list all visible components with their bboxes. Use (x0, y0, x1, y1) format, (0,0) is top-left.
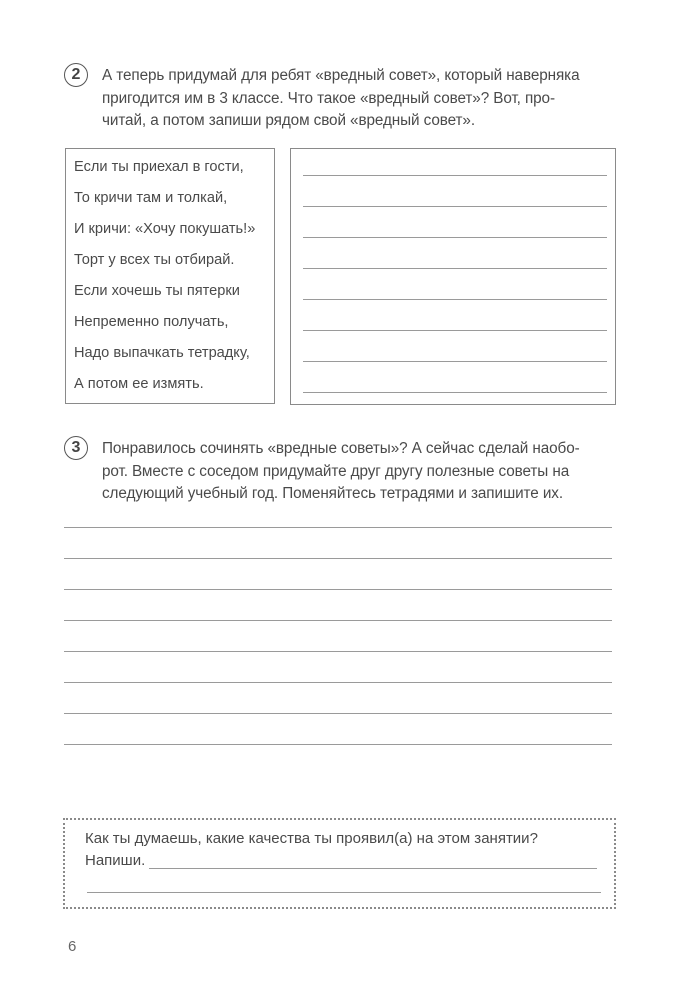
answer-line[interactable] (64, 651, 612, 652)
task-3-line-3: следующий учебный год. Поменяйтесь тетрадями и запишите их. (102, 485, 563, 502)
reflection-answer-line[interactable] (87, 892, 601, 893)
poem-line: А потом ее измять. (74, 376, 204, 392)
poem-line: Если хочешь ты пятерки (74, 283, 240, 299)
task-3-instructions (102, 438, 580, 506)
answer-line[interactable] (303, 237, 607, 238)
poem-line: Непременно получать, (74, 314, 229, 330)
answer-line[interactable] (303, 268, 607, 269)
task-number-3: 3 (64, 436, 88, 460)
task-2-line-3: читай, а потом запиши рядом свой «вредный совет». (102, 112, 475, 129)
poem-line: И кричи: «Хочу покушать!» (74, 221, 256, 237)
reflection-prompt: Напиши. (85, 852, 146, 869)
answer-line[interactable] (64, 713, 612, 714)
answer-line[interactable] (303, 330, 607, 331)
task-3-line-2: рот. Вместе с соседом придумайте друг другу полезные советы на (102, 462, 570, 480)
page-number: 6 (68, 938, 77, 955)
reflection-question: Как ты думаешь, какие качества ты проявил(а) на этом занятии? (85, 830, 538, 847)
task-number-2: 2 (64, 63, 88, 87)
answer-line[interactable] (303, 299, 607, 300)
reflection-box (63, 818, 616, 909)
poem-box (65, 148, 275, 404)
task-3-line-1: Понравилось сочинять «вредные советы»? А сейчас сделай наобо- (102, 440, 580, 457)
answer-line[interactable] (64, 744, 612, 745)
poem-line: Если ты приехал в гости, (74, 159, 244, 175)
answer-line[interactable] (303, 175, 607, 176)
answer-line[interactable] (64, 527, 612, 528)
answer-line[interactable] (303, 361, 607, 362)
task-2-line-2: пригодится им в 3 классе. Что такое «вредный совет»? Вот, про- (102, 89, 555, 107)
poem-line: То кричи там и толкай, (74, 190, 228, 206)
poem-line: Торт у всех ты отбирай. (74, 252, 235, 268)
answer-line[interactable] (64, 620, 612, 621)
answer-line[interactable] (64, 682, 612, 683)
answer-line[interactable] (64, 558, 612, 559)
answer-line[interactable] (303, 206, 607, 207)
task-2-instructions (102, 65, 580, 133)
poem-line: Надо выпачкать тетрадку, (74, 345, 250, 361)
answer-line[interactable] (64, 589, 612, 590)
reflection-answer-line[interactable] (149, 868, 597, 869)
answer-line[interactable] (303, 392, 607, 393)
harmful-advice-answer-box[interactable] (290, 148, 616, 405)
task-2-line-1: А теперь придумай для ребят «вредный совет», который наверняка (102, 67, 580, 84)
